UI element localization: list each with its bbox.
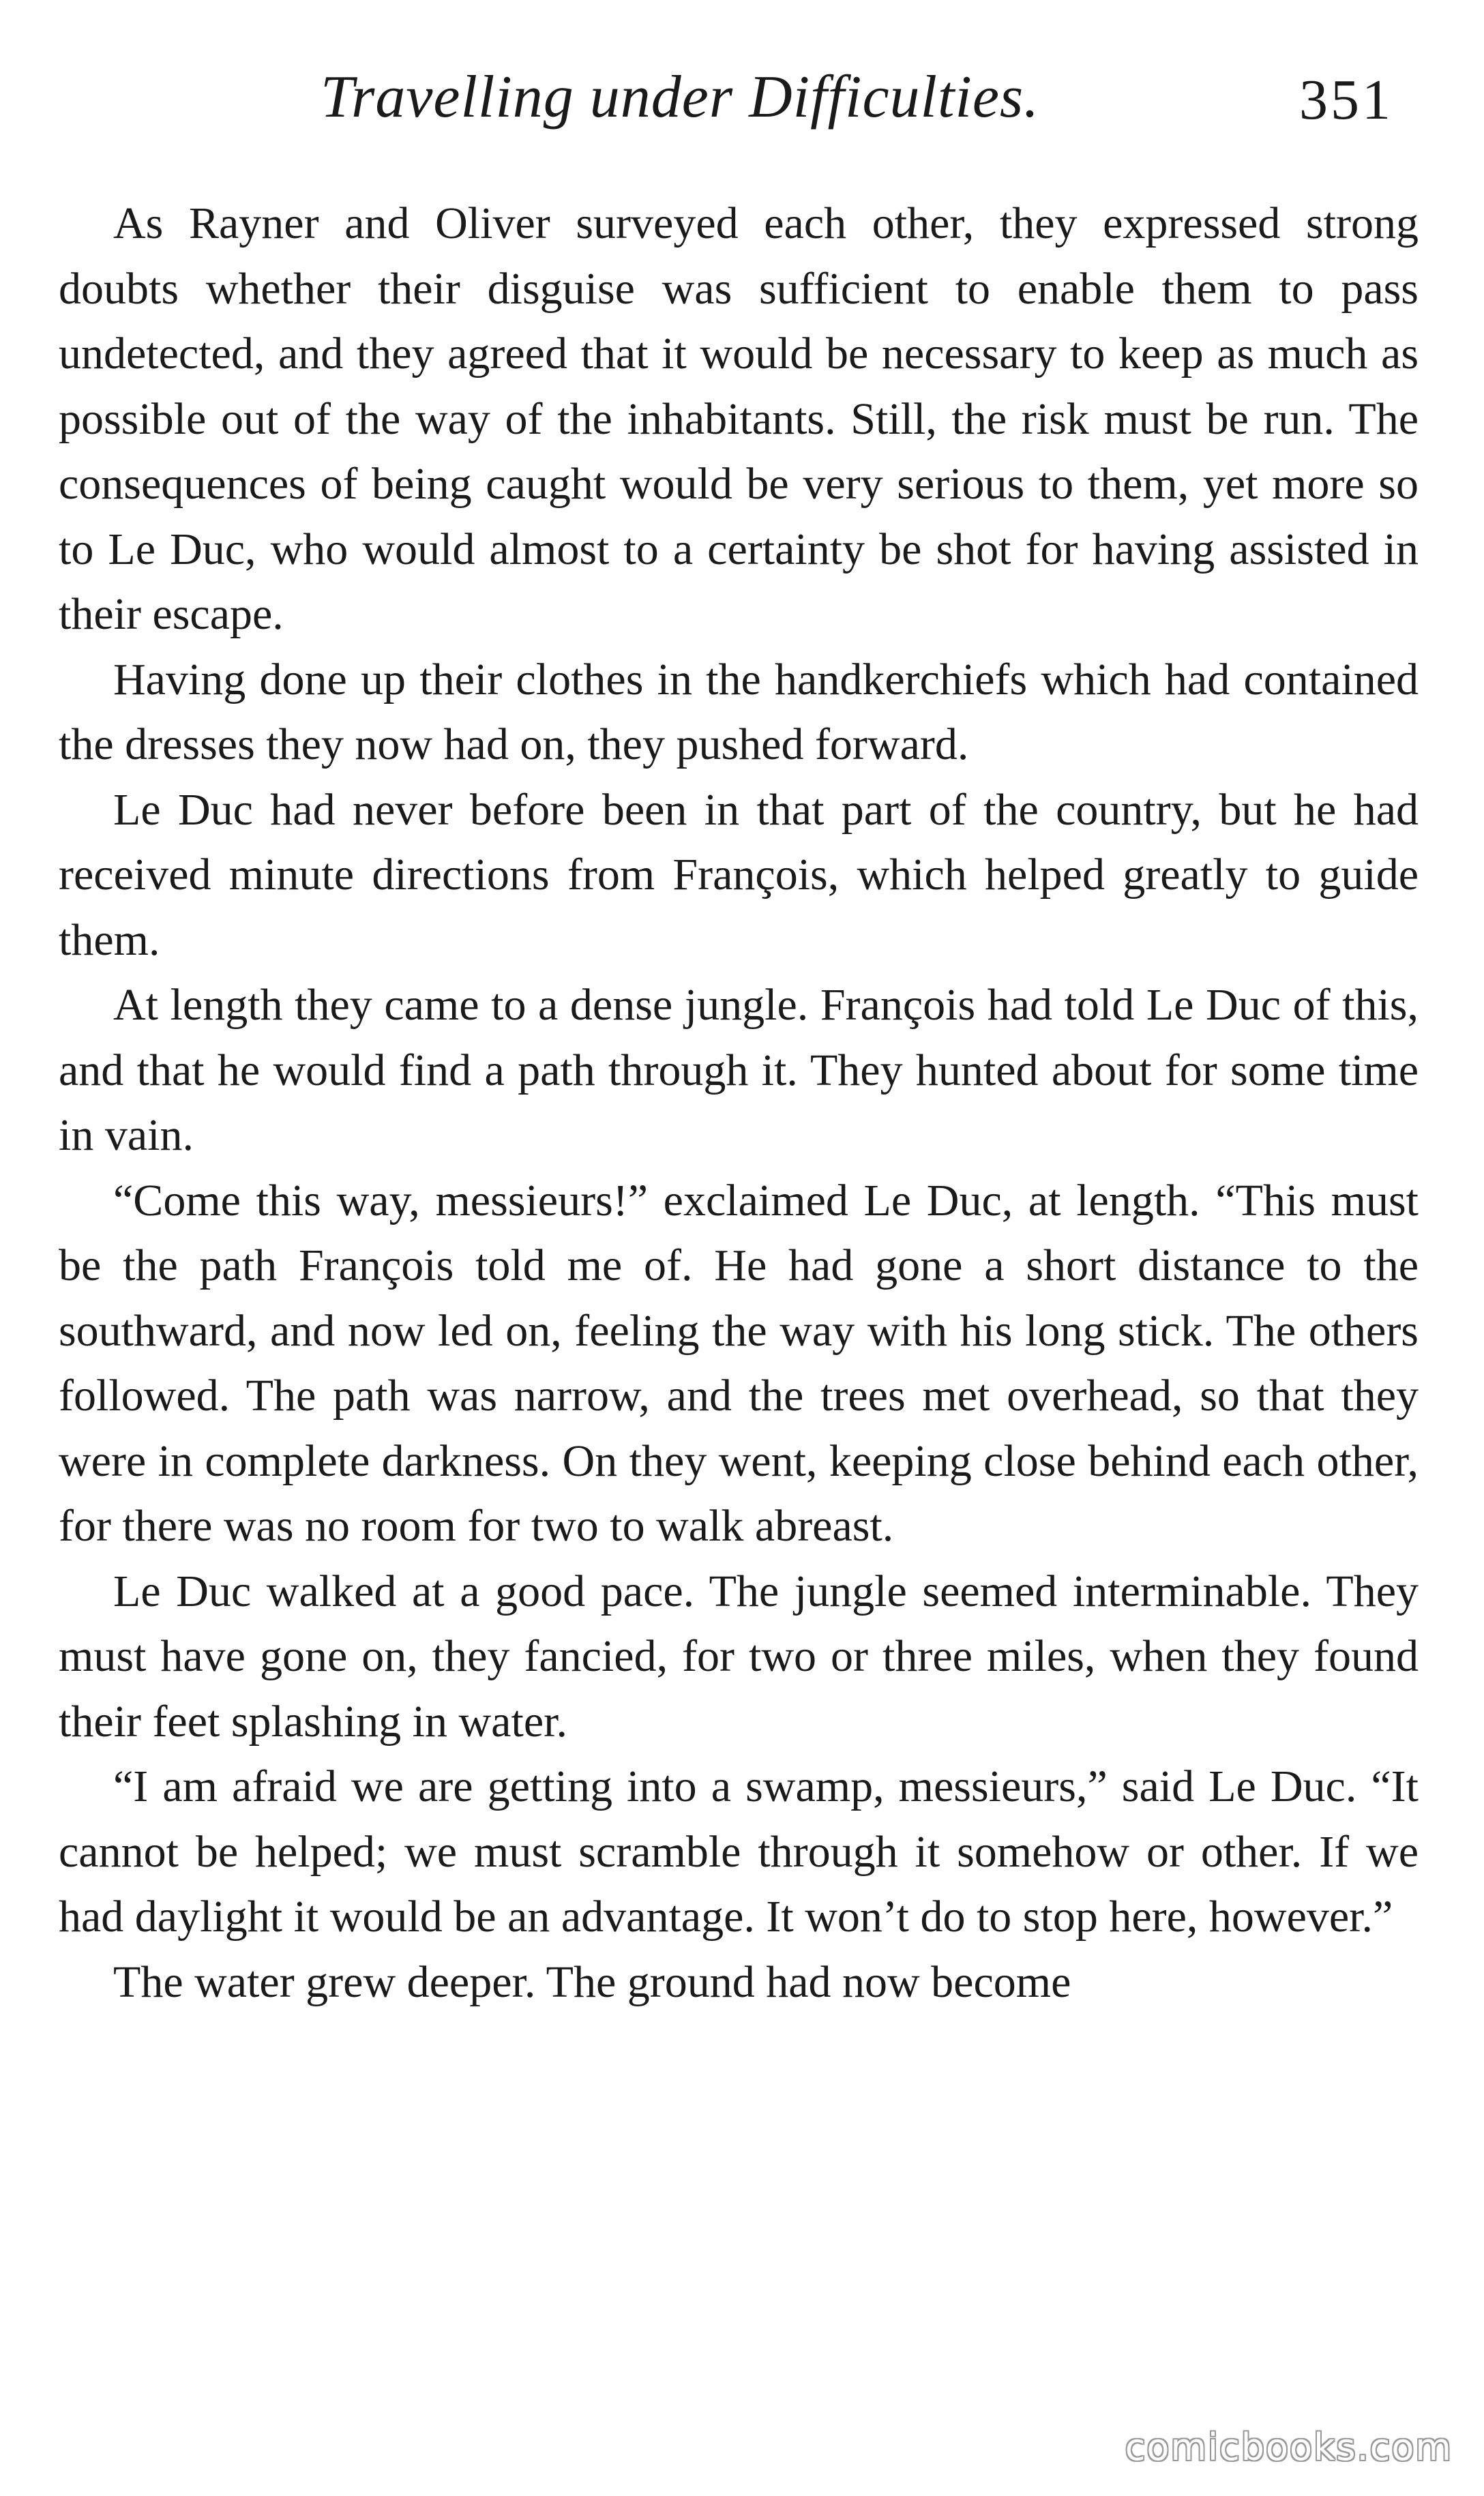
paragraph: “I am afraid we are getting into a swamp, messieurs,” said Le Duc. “It cannot be helped; we must scramble through it somehow or other. If we had daylight it would be an advantage. It won’t do to stop here, however.”	[59, 1762, 1419, 1942]
paragraph: At length they came to a dense jungle. François had told Le Duc of this, and that he would find a path through it. They hunted about for some time in vain.	[59, 980, 1419, 1160]
paragraph: Having done up their clothes in the handkerchiefs which had contained the dresses they now had on, they pushed forward.	[59, 654, 1419, 769]
running-title: Travelling under Difficulties.	[321, 64, 1040, 130]
watermark: comicbooks.com	[1125, 2426, 1453, 2469]
paragraph: Le Duc walked at a good pace. The jungle seemed interminable. They must have gone on, they fancied, for two or three miles, when they found their feet splashing in water.	[59, 1566, 1419, 1747]
paragraph: “Come this way, messieurs!” exclaimed Le Duc, at length. “This must be the path François told me of. He had gone a short distance to the southward, and now led on, feeling the way with his long stick. The others followed. The path was narrow, and the trees met overhead, so that they were in complete darkness. On they went, keeping close behind each other, for there was no room for two to walk abreast.	[59, 1175, 1419, 1551]
body-text	[59, 191, 1419, 2015]
paragraph: Le Duc had never before been in that part of the country, but he had received minute directions from François, which helped greatly to guide them.	[59, 784, 1419, 965]
page-number: 351	[1299, 68, 1393, 132]
paragraph: As Rayner and Oliver surveyed each other, they expressed strong doubts whether their disguise was sufficient to enable them to pass undetected, and they agreed that it would be necessary to keep as much as possible out of the way of the inhabitants. Still, the risk must be run. The consequences of being caught would be very serious to them, yet more so to Le Duc, who would almost to a certainty be shot for having assisted in their escape.	[59, 198, 1419, 639]
paragraph: The water grew deeper. The ground had now become	[113, 1957, 1071, 2007]
page-header	[0, 63, 1484, 145]
